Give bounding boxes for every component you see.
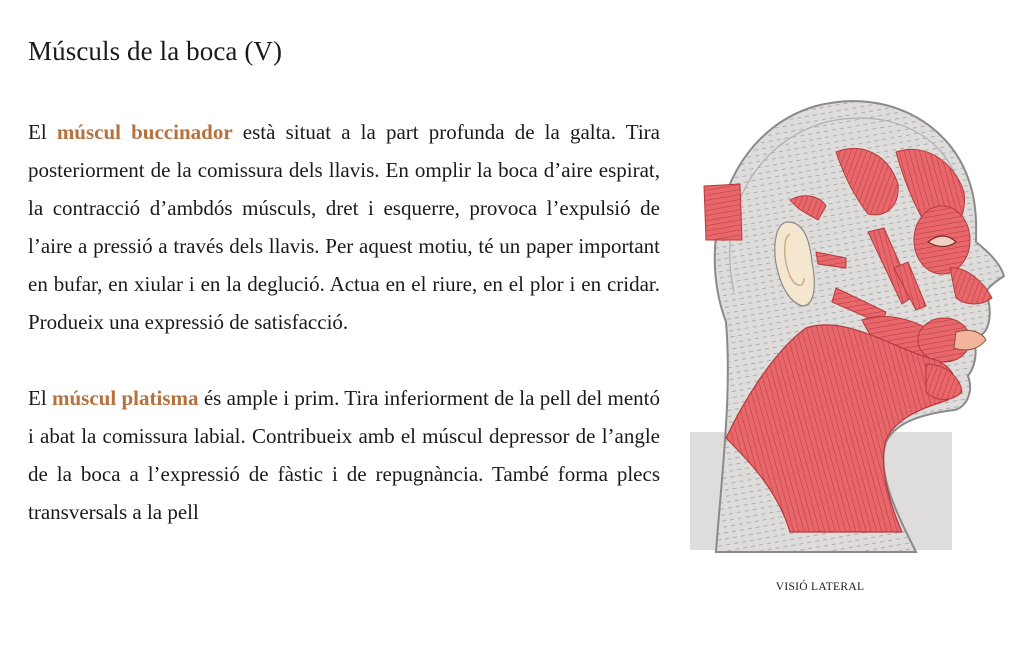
term-platisma: múscul platisma: [51, 386, 199, 410]
article-body: [28, 113, 660, 531]
figure-caption: VISIÓ LATERAL: [775, 581, 865, 593]
paragraph-platisma: [28, 379, 660, 531]
paragraph-text: està situat a la part profunda de la galta. Tira posteriorment de la comissura dels llavis. En omplir la boca d’aire espirat, la contracció d’ambdós músculs, dret i esquerre, provoca l’expulsió de l’aire a pressió a través dels llavis. Per aquest motiu, té un paper important en bufar, en xiular i en la deglució. Actua en el riure, en el plor i en cridar. Produeix una expressió de satisfacció.: [28, 120, 660, 334]
paragraph-lead: El: [28, 386, 52, 410]
page-title: Músculs de la boca (V): [28, 36, 283, 66]
paragraph-buccinator: [28, 113, 660, 341]
paragraph-lead: El: [28, 120, 57, 144]
paragraph-text: és ample i prim. Tira inferiorment de la pell del mentó i abat la comissura labial. Contribueix amb el múscul depressor de l’angle de la boca a l’expressió de fàstic i de repugnància. També forma plecs transversals a la pell: [28, 386, 660, 524]
term-buccinator: múscul buccinador: [56, 120, 233, 144]
head-muscles-illustration: [686, 92, 1012, 554]
occipital-muscle: [704, 184, 742, 240]
